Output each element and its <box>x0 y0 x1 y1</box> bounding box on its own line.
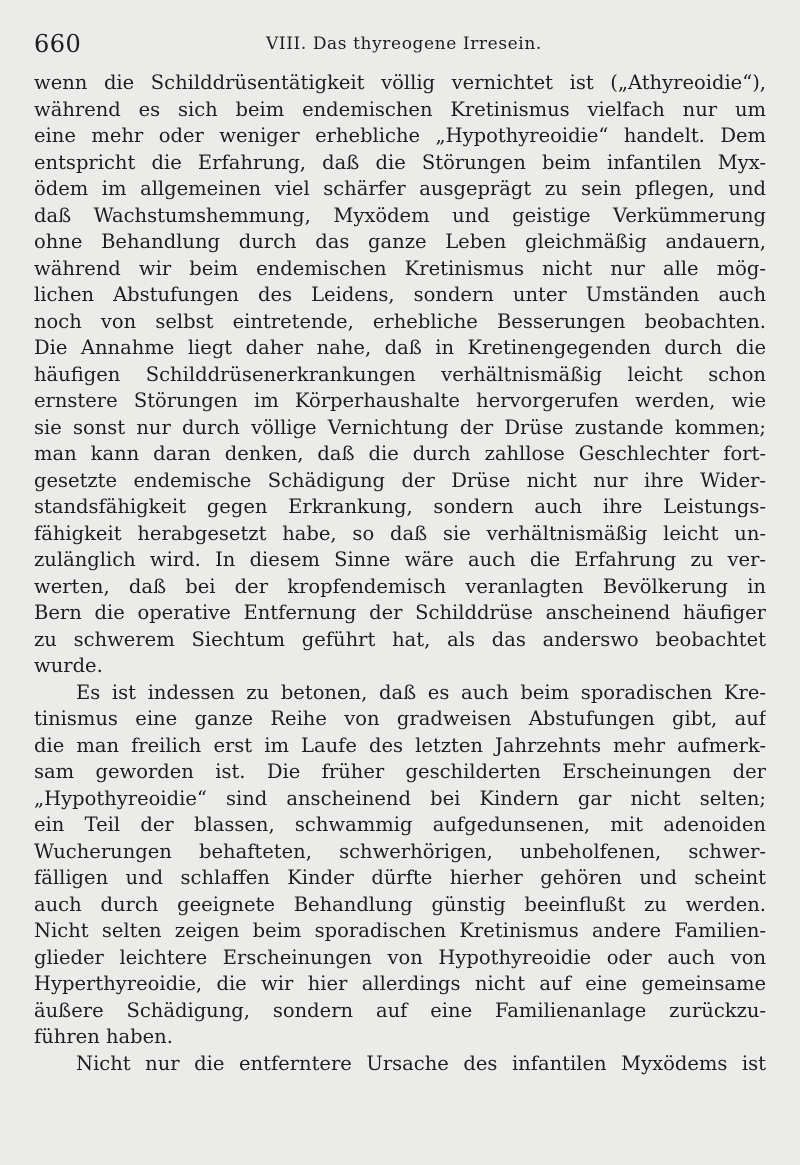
text-line: entspricht die Erfahrung, daß die Störungen beim infantilen Myx- <box>34 150 766 174</box>
text-line: äußere Schädigung, sondern auf eine Familienanlage zurückzu- <box>34 998 766 1022</box>
text-line: während wir beim endemischen Kretinismus nicht nur alle mög- <box>34 256 766 280</box>
text-line: ohne Behandlung durch das ganze Leben gleichmäßig andauern, <box>34 230 766 253</box>
text-line: Hyperthyreoidie, die wir hier allerdings nicht auf eine gemeinsame <box>34 972 766 995</box>
text-line: zulänglich wird. In diesem Sinne wäre auch die Erfahrung zu ver- <box>34 548 766 571</box>
text-line: sie sonst nur durch völlige Vernichtung der Drüse zustande kommen; <box>34 415 766 439</box>
text-line: sam geworden ist. Die früher geschilderten Erscheinungen der <box>34 760 766 783</box>
text-line: wenn die Schilddrüsentätigkeit völlig vernichtet ist („Athyreoidie“), <box>34 71 766 94</box>
text-line: während es sich beim endemischen Kretinismus vielfach nur um <box>34 97 766 121</box>
text-line: ödem im allgemeinen viel schärfer ausgeprägt zu sein pflegen, und <box>34 177 766 200</box>
text-line: „Hypothyreoidie“ sind anscheinend bei Kindern gar nicht selten; <box>34 786 766 810</box>
text-line: Wucherungen behafteten, schwerhörigen, unbeholfenen, schwer- <box>34 839 766 863</box>
paragraph-start-line: Es ist indessen zu betonen, daß es auch beim sporadischen Kre- <box>76 680 766 704</box>
text-line: eine mehr oder weniger erhebliche „Hypothyreoidie“ handelt. Dem <box>34 124 766 147</box>
text-line: werten, daß bei der kropfendemisch veranlagten Bevölkerung in <box>34 574 766 598</box>
text-line: die man freilich erst im Laufe des letzten Jahrzehnts mehr aufmerk- <box>34 733 766 757</box>
paragraph-start-line: Nicht nur die entferntere Ursache des infantilen Myxödems ist <box>76 1051 766 1075</box>
text-line: man kann daran denken, daß die durch zahllose Geschlechter fort- <box>34 442 766 465</box>
running-head: VIII. Das thyreogene Irresein. <box>266 34 542 54</box>
text-line: Nicht selten zeigen beim sporadischen Kretinismus andere Familien- <box>34 919 766 942</box>
text-line: häufigen Schilddrüsenerkrankungen verhältnismäßig leicht schon <box>34 362 766 386</box>
text-line: auch durch geeignete Behandlung günstig beeinflußt zu werden. <box>34 892 766 916</box>
text-line: Bern die operative Entfernung der Schilddrüse anscheinend häufiger <box>34 601 766 624</box>
text-line: ernstere Störungen im Körperhaushalte hervorgerufen werden, wie <box>34 389 766 412</box>
text-line: zu schwerem Siechtum geführt hat, als das anderswo beobachtet <box>34 627 766 651</box>
text-line: fähigkeit herabgesetzt habe, so daß sie verhältnismäßig leicht un- <box>34 521 766 545</box>
text-line: lichen Abstufungen des Leidens, sondern unter Umständen auch <box>34 283 766 306</box>
paragraph-end-line: wurde. <box>34 654 103 677</box>
text-line: gesetzte endemische Schädigung der Drüse nicht nur ihre Wider- <box>34 468 766 492</box>
page-header <box>34 28 764 58</box>
text-line: ein Teil der blassen, schwammig aufgedunsenen, mit adenoiden <box>34 813 766 836</box>
page-number: 660 <box>34 30 82 58</box>
paragraph-end-line: führen haben. <box>34 1025 173 1048</box>
text-line: daß Wachstumshemmung, Myxödem und geistige Verkümmerung <box>34 203 766 227</box>
text-line: noch von selbst eintretende, erhebliche Besserungen beobachten. <box>34 309 766 333</box>
text-line: glieder leichtere Erscheinungen von Hypothyreoidie oder auch von <box>34 945 766 969</box>
text-line: standsfähigkeit gegen Erkrankung, sondern auch ihre Leistungs- <box>34 495 766 518</box>
text-line: Die Annahme liegt daher nahe, daß in Kretinengegenden durch die <box>34 336 766 359</box>
text-line: tinismus eine ganze Reihe von gradweisen Abstufungen gibt, auf <box>34 707 766 730</box>
body-text <box>34 70 766 1077</box>
text-line: fälligen und schlaffen Kinder dürfte hierher gehören und scheint <box>34 866 766 889</box>
